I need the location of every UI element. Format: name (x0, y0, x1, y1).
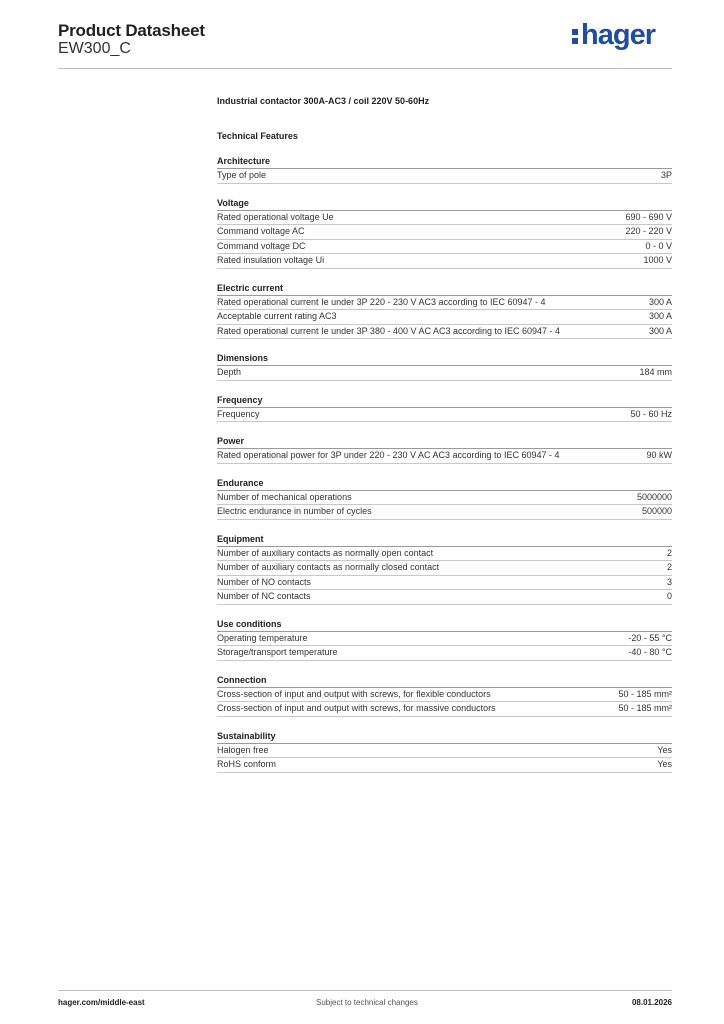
spec-row (217, 561, 672, 576)
spec-label: Command voltage AC (217, 226, 305, 236)
hager-logo (572, 20, 655, 50)
section-title: Connection (217, 674, 672, 688)
spec-row (217, 408, 672, 423)
spec-label: Operating temperature (217, 632, 308, 643)
section-connection (217, 674, 672, 717)
section-title: Architecture (217, 155, 672, 169)
section-title: Power (217, 435, 672, 449)
spec-label: RoHS conform (217, 759, 277, 769)
spec-value: 50 - 185 mm² (618, 688, 672, 699)
spec-label: Command voltage DC (217, 240, 306, 251)
spec-row (217, 590, 672, 605)
spec-row (217, 240, 672, 255)
spec-row (217, 547, 672, 562)
spec-row (217, 310, 672, 325)
section-use-conditions (217, 618, 672, 661)
spec-row (217, 505, 672, 520)
section-electric-current (217, 282, 672, 340)
page-footer (58, 998, 672, 1010)
spec-label: Rated insulation voltage Ui (217, 255, 325, 265)
spec-value: 300 A (648, 296, 672, 307)
section-title: Voltage (217, 197, 672, 211)
footer-notice: Subject to technical changes (316, 998, 418, 1007)
section-voltage (217, 197, 672, 269)
spec-label: Number of auxiliary contacts as normally open contact (217, 547, 434, 558)
spec-row (217, 169, 672, 184)
spec-row (217, 225, 672, 240)
spec-label: Rated operational voltage Ue (217, 211, 334, 222)
spec-value: 50 - 185 mm² (618, 703, 672, 713)
spec-label: Halogen free (217, 744, 269, 755)
spec-value: 220 - 220 V (625, 226, 672, 236)
feature-sections (217, 155, 672, 773)
spec-value: 50 - 60 Hz (630, 408, 672, 419)
spec-value: 300 A (648, 311, 672, 321)
footer-website-link[interactable]: hager.com/middle-east (58, 998, 145, 1007)
spec-value: 0 - 0 V (645, 240, 672, 251)
spec-row (217, 254, 672, 269)
spec-row (217, 576, 672, 591)
spec-value: 3P (660, 170, 672, 180)
section-title: Equipment (217, 533, 672, 547)
spec-value: -20 - 55 °C (628, 632, 672, 643)
section-title: Endurance (217, 477, 672, 491)
section-sustainability (217, 730, 672, 773)
spec-label: Number of NC contacts (217, 591, 311, 601)
spec-value: 1000 V (643, 255, 672, 265)
section-frequency (217, 394, 672, 423)
spec-value: 500000 (641, 506, 672, 516)
section-title: Use conditions (217, 618, 672, 632)
spec-value: 0 (666, 591, 672, 601)
spec-value: 2 (666, 547, 672, 558)
spec-label: Number of mechanical operations (217, 491, 352, 502)
spec-label: Electric endurance in number of cycles (217, 506, 372, 516)
spec-row (217, 491, 672, 506)
product-reference: EW300_C (58, 40, 131, 57)
spec-row (217, 632, 672, 647)
spec-label: Rated operational current Ie under 3P 380 - 400 V AC AC3 according to IEC 60947 - 4 (217, 325, 561, 336)
spec-label: Rated operational current Ie under 3P 220 - 230 V AC3 according to IEC 60947 - 4 (217, 296, 546, 307)
datasheet-content (217, 95, 672, 773)
spec-value: 2 (666, 562, 672, 572)
spec-value: 5000000 (636, 491, 672, 502)
spec-row (217, 296, 672, 311)
section-title: Dimensions (217, 352, 672, 366)
spec-label: Storage/transport temperature (217, 647, 338, 657)
page-header (58, 20, 672, 70)
spec-row (217, 688, 672, 703)
section-title: Sustainability (217, 730, 672, 744)
spec-value: 184 mm (639, 367, 672, 377)
technical-features-heading: Technical Features (217, 131, 298, 141)
section-title: Electric current (217, 282, 672, 296)
spec-value: 300 A (648, 325, 672, 336)
spec-value: Yes (657, 759, 672, 769)
section-endurance (217, 477, 672, 520)
spec-value: 3 (666, 576, 672, 587)
document-title: Product Datasheet (58, 21, 205, 40)
spec-row (217, 449, 672, 464)
section-architecture (217, 155, 672, 184)
spec-label: Frequency (217, 408, 260, 419)
spec-label: Acceptable current rating AC3 (217, 311, 337, 321)
logo-dots-icon (572, 26, 579, 45)
spec-value: 690 - 690 V (625, 211, 672, 222)
spec-value: -40 - 80 °C (628, 647, 672, 657)
spec-label: Rated operational power for 3P under 220 - 230 V AC AC3 according to IEC 60947 - 4 (217, 450, 560, 460)
spec-row (217, 211, 672, 226)
spec-row (217, 325, 672, 340)
spec-row (217, 646, 672, 661)
spec-label: Type of pole (217, 170, 267, 180)
section-dimensions (217, 352, 672, 381)
spec-value: 90 kW (646, 450, 672, 460)
product-description: Industrial contactor 300A-AC3 / coil 220V 50-60Hz (217, 96, 430, 106)
logo-text: hager (581, 19, 655, 51)
footer-date: 08.01.2026 (631, 998, 672, 1007)
section-equipment (217, 533, 672, 605)
spec-label: Number of NO contacts (217, 576, 312, 587)
spec-value: Yes (657, 744, 672, 755)
spec-label: Cross-section of input and output with screws, for flexible conductors (217, 688, 491, 699)
section-power (217, 435, 672, 464)
header-divider (58, 68, 672, 69)
spec-label: Number of auxiliary contacts as normally closed contact (217, 562, 440, 572)
spec-row (217, 366, 672, 381)
spec-row (217, 744, 672, 759)
section-title: Frequency (217, 394, 672, 408)
spec-row (217, 702, 672, 717)
spec-label: Depth (217, 367, 242, 377)
spec-label: Cross-section of input and output with screws, for massive conductors (217, 703, 496, 713)
footer-divider (58, 990, 672, 991)
spec-row (217, 758, 672, 773)
